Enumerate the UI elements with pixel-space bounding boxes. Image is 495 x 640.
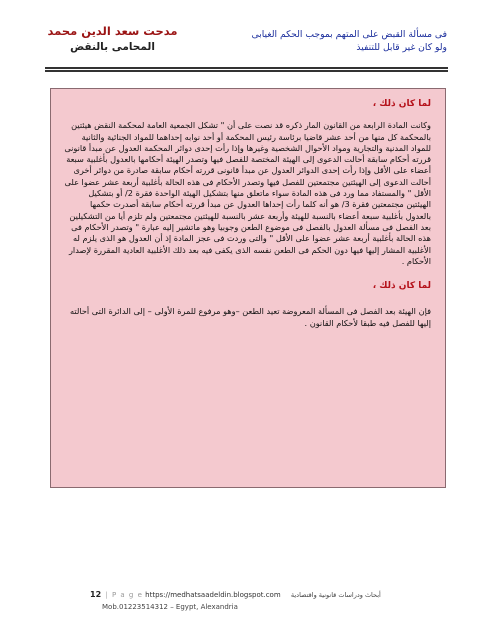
panel-content <box>63 99 431 329</box>
blog-link[interactable]: https://medhatsaadeldin.blogspot.com <box>145 591 281 599</box>
page-label: P a g e <box>111 591 143 599</box>
footer-contact: Mob.01223514312 – Egypt, Alexandria <box>102 603 238 611</box>
title-line-2: ولو كان غير قابل للتنفيذ <box>356 42 447 53</box>
title-line-1: فى مسألة القبض على المتهم بموجب الحكم الغيابى <box>251 29 447 40</box>
text-panel <box>50 88 446 488</box>
author-block <box>45 24 180 54</box>
section-heading-1: لما كان ذلك ، <box>372 99 431 109</box>
header-divider-bottom <box>45 70 448 72</box>
footer-separator: | <box>105 591 108 599</box>
section-heading-2: لما كان ذلك ، <box>372 281 431 292</box>
author-role: المحامى بالنقض <box>70 41 155 53</box>
footer-tagline: أبحاث ودراسات قانونية واقتصادية <box>290 591 381 599</box>
author-name: مدحت سعد الدين محمد <box>47 24 178 38</box>
page-number: 12 <box>90 590 102 599</box>
header-divider-top <box>45 67 448 69</box>
paragraph-2: فإن الهيئة بعد الفصل فى المسألة المعروضة تعيد الطعن –وهو مرفوع للمرة الأولى – إلى الدائرة التى أحالته إليها للفصل فيه طبقا لأحكام القانون . <box>70 306 431 328</box>
page-footer <box>90 590 420 611</box>
document-title <box>247 28 447 54</box>
paragraph-1: وكانت المادة الرابعة من القانون المار ذكره قد نصت على أن " تشكل الجمعية العامة لمحكمة النقض هيئتين بالمحكمة كل منها من أحد عشر قاضيا برئاسة رئيس المحكمة أو أحد نوابه إحداهما للمواد الجنائية والثانية للمواد المدنية والتجارية ومواد الأحوال الشخصية وغيرها وإذا رأت إحدى دوائر المحكمة العدول عن مبدأ قانونى قررته أحكام سابقة أحالت الدعوى إلى الهيئة المختصة للفصل فيها وتصدر الهيئة أحكامها بالعدول بأغلبية سبعة أعضاء على الأقل وإذا رأت إحدى الدوائر العدول عن مبدأ قانونى قررته أحكام سابقة صادرة من دوائر أخرى أحالت الدعوى إلى الهيئتين مجتمعتين للفصل فيها وتصدر الأحكام فى هذه الحالة بأغلبية أربعة عشر عضوا على الأقل " والمستفاد مما ورد فى هذه المادة سواء ماتعلق منها بتشكيل الهيئة الواحدة فقرة 2/ أو بتشكيل الهيئتين مجتمعتين فقرة 3/ هو أنه كلما رأت إحداها العدول عن مبدأ قررته أحكام سابقة أصدرت حكمها بالعدول بأغلبية سبعة أعضاء بالنسبة للهيئة وأربعة عشر بالنسبة للهيئتين مجتمعتين ولم تلزم أيا من التشكيلين بعد الفصل فى مسألة العدول بالفصل فى موضوع الطعن وجوبيا وهو ماتشير إليه عبارة " وتصدر الأحكام فى هذه الحالة بأغلبية أربعة عشر عضوا على الأقل " والتى وردت فى عجز المادة إذ أن العدول هو الذى يلزم له الأغلبية المشار إليها فيها دون الحكم فى الطعن نفسه الذى يكفى فيه بعد ذلك الأغلبية العادية المقررة لإصدار الأحكام . <box>64 120 431 266</box>
